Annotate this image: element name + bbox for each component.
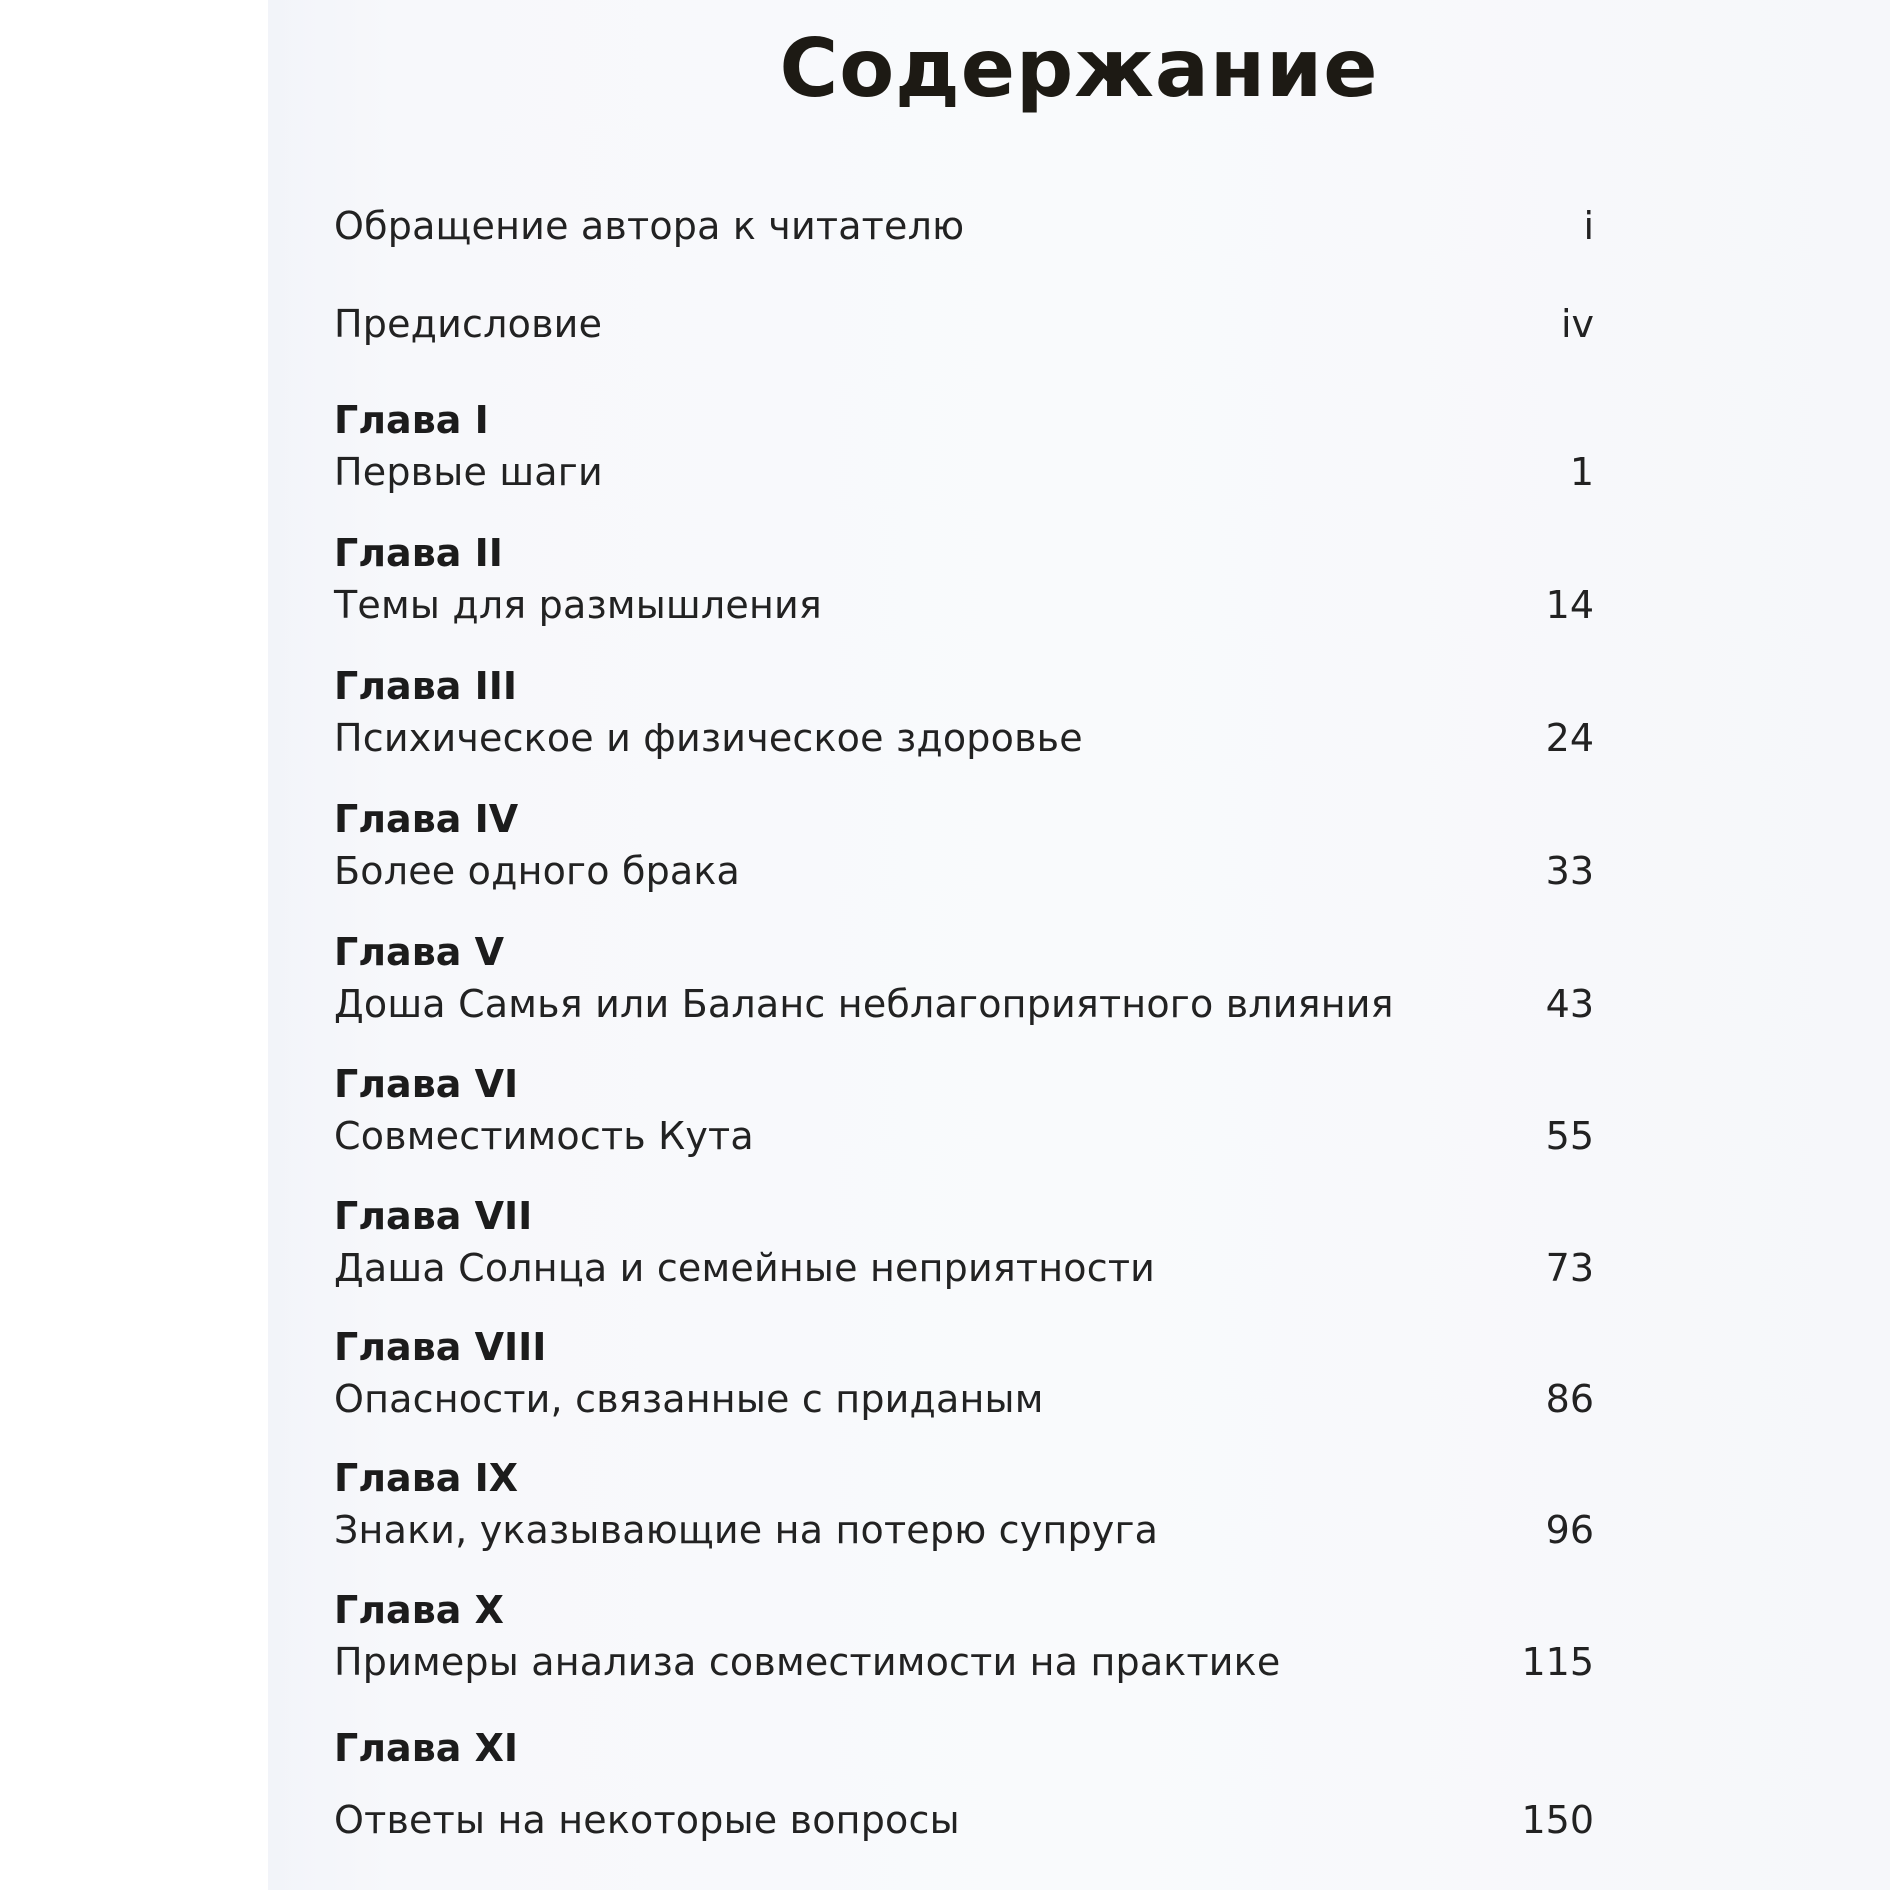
entry-row [334, 200, 1594, 252]
entry-row [334, 1636, 1594, 1688]
entry-title: Более одного брака [334, 849, 741, 893]
entry-page-number: 150 [1521, 1798, 1594, 1842]
toc-entry [334, 1722, 1594, 1846]
entry-title: Обращение автора к читателю [334, 204, 965, 248]
entry-row [334, 579, 1594, 631]
toc-entry [334, 1321, 1594, 1425]
toc-entry [334, 394, 1594, 498]
entry-row [334, 1794, 1594, 1846]
toc-entry [334, 527, 1594, 631]
entry-title: Предисловие [334, 302, 603, 346]
entry-title: Знаки, указывающие на потерю супруга [334, 1508, 1159, 1552]
chapter-label: Глава VIII [334, 1325, 547, 1369]
chapter-label: Глава IV [334, 797, 519, 841]
entry-page-number: iv [1560, 302, 1594, 346]
entry-page-number: 115 [1521, 1640, 1594, 1684]
entry-page-number: 96 [1545, 1508, 1594, 1552]
toc-entry [334, 298, 1594, 350]
entry-row [334, 845, 1594, 897]
chapter-label: Глава II [334, 531, 503, 575]
entry-page-number: i [1583, 204, 1594, 248]
entry-row [334, 1110, 1594, 1162]
page-title: Содержание [779, 22, 1379, 115]
chapter-label: Глава III [334, 664, 518, 708]
entry-page-number: 33 [1545, 849, 1594, 893]
chapter-label: Глава VI [334, 1062, 519, 1106]
toc-entry [334, 1584, 1594, 1688]
chapter-label: Глава IX [334, 1456, 519, 1500]
entry-page-number: 24 [1545, 716, 1594, 760]
entry-row [334, 298, 1594, 350]
entry-title: Примеры анализа совместимости на практике [334, 1640, 1281, 1684]
entry-page-number: 55 [1545, 1114, 1594, 1158]
entry-title: Ответы на некоторые вопросы [334, 1798, 960, 1842]
entry-title: Темы для размышления [334, 583, 822, 627]
toc-entry [334, 793, 1594, 897]
toc-entry [334, 1452, 1594, 1556]
entry-row [334, 1373, 1594, 1425]
toc-entry [334, 660, 1594, 764]
entry-title: Доша Самья или Баланс неблагоприятного влияния [334, 982, 1394, 1026]
entry-page-number: 14 [1545, 583, 1594, 627]
toc-entry [334, 926, 1594, 1030]
entry-page-number: 73 [1545, 1246, 1594, 1290]
entry-row [334, 978, 1594, 1030]
entry-row [334, 446, 1594, 498]
book-page [268, 0, 1890, 1890]
toc-entry [334, 1190, 1594, 1294]
entry-page-number: 86 [1545, 1377, 1594, 1421]
entry-row [334, 1504, 1594, 1556]
chapter-label: Глава VII [334, 1194, 533, 1238]
entry-title: Психическое и физическое здоровье [334, 716, 1083, 760]
entry-row [334, 712, 1594, 764]
entry-row [334, 1242, 1594, 1294]
chapter-label: Глава X [334, 1588, 504, 1632]
entry-title: Даша Солнца и семейные неприятности [334, 1246, 1156, 1290]
entry-title: Опасности, связанные с приданым [334, 1377, 1044, 1421]
chapter-label: Глава XI [334, 1726, 519, 1770]
chapter-label: Глава I [334, 398, 489, 442]
toc-entry [334, 200, 1594, 252]
chapter-label: Глава V [334, 930, 505, 974]
entry-page-number: 43 [1545, 982, 1594, 1026]
entry-title: Совместимость Кута [334, 1114, 754, 1158]
toc-entry [334, 1058, 1594, 1162]
entry-page-number: 1 [1569, 450, 1594, 494]
entry-title: Первые шаги [334, 450, 603, 494]
